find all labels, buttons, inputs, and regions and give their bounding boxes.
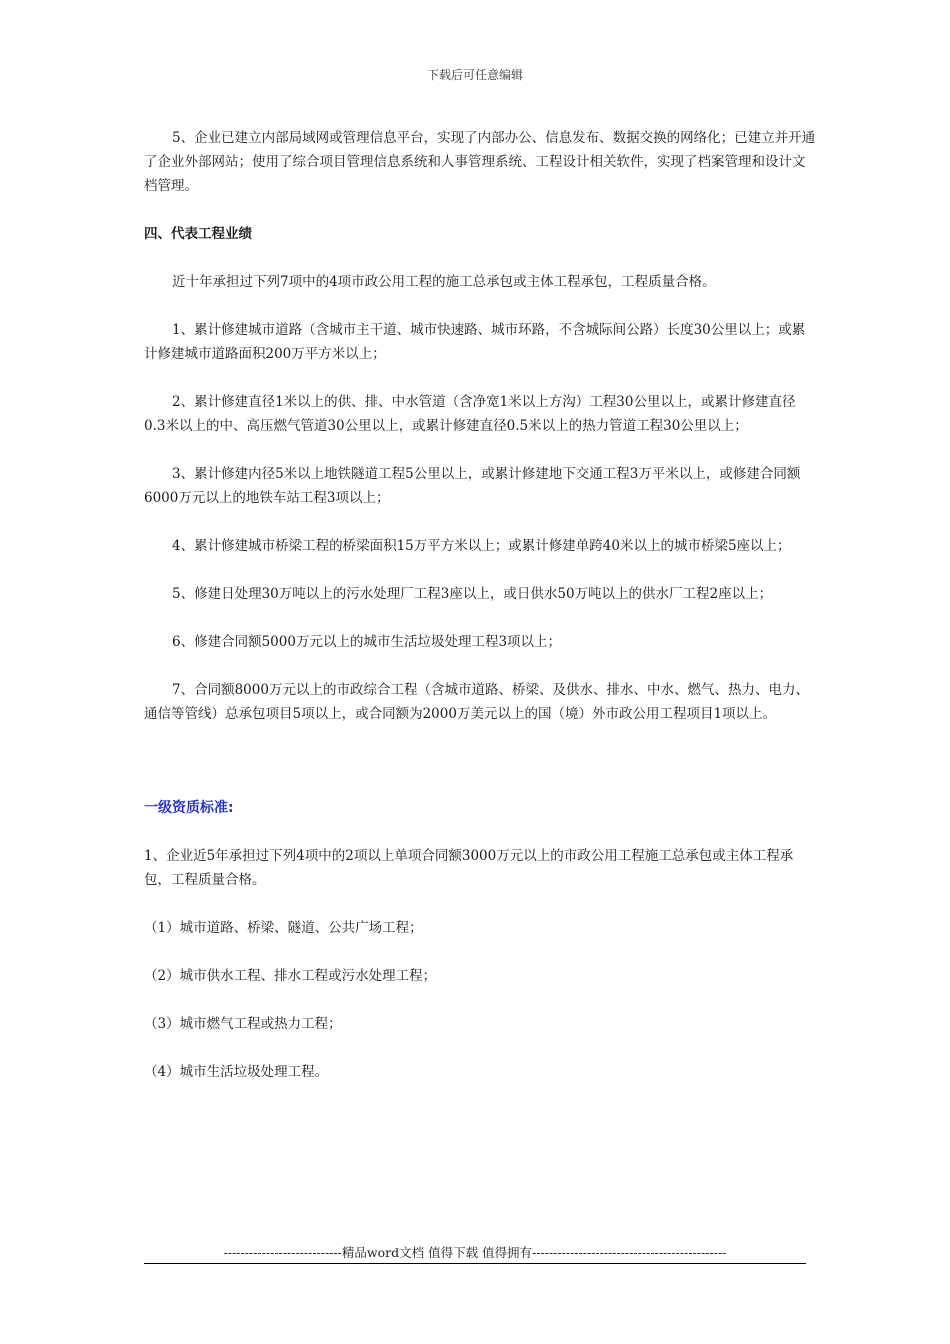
section4-item-5: 5、修建日处理30万吨以上的污水处理厂工程3座以上，或日供水50万吨以上的供水厂工程2座以上；	[172, 586, 773, 602]
section4-item-2: 2、累计修建直径1米以上的供、排、中水管道（含净宽1米以上方沟）工程30公里以上，或累计修建直径0.3米以上的中、高压燃气管道30公里以上，或累计修建直径0.5米以上的热力管道工程30公里以上；	[144, 394, 796, 434]
level1-item-4: （4）城市生活垃圾处理工程。	[144, 1064, 329, 1080]
level1-heading: 一级资质标准:	[144, 800, 234, 816]
page-header: 下载后可任意编辑	[426, 68, 523, 82]
section4-item-4: 4、累计修建城市桥梁工程的桥梁面积15万平方米以上；或累计修建单跨40米以上的城市桥梁5座以上；	[172, 538, 791, 554]
section4-item-7: 7、合同额8000万元以上的市政综合工程（含城市道路、桥梁、及供水、排水、中水、燃气、热力、电力、通信等管线）总承包项目5项以上，或合同额为2000万美元以上的国（境）外市政公用工程项目1项以上。	[144, 682, 809, 722]
intro-paragraph: 5、企业已建立内部局域网或管理信息平台，实现了内部办公、信息发布、数据交换的网络化；已建立并开通了企业外部网站；使用了综合项目管理信息系统和人事管理系统、工程设计相关软件，实现了档案管理和设计文档管理。	[144, 130, 816, 194]
section4-heading: 四、代表工程业绩	[144, 226, 252, 242]
section4-intro: 近十年承担过下列7项中的4项市政公用工程的施工总承包或主体工程承包，工程质量合格。	[172, 274, 716, 290]
section4-item-3: 3、累计修建内径5米以上地铁隧道工程5公里以上，或累计修建地下交通工程3万平米以上，或修建合同额6000万元以上的地铁车站工程3项以上；	[144, 466, 801, 506]
footer-text: ----------------------------精品word文档 值得下载 值得拥有----------------------------------------------	[223, 1245, 727, 1260]
level1-item-2: （2）城市供水工程、排水工程或污水处理工程；	[144, 968, 437, 984]
level1-item-1: （1）城市道路、桥梁、隧道、公共广场工程；	[144, 920, 423, 936]
level1-item-3: （3）城市燃气工程或热力工程；	[144, 1016, 342, 1032]
document-body	[144, 126, 816, 1084]
level1-intro: 1、企业近5年承担过下列4项中的2项以上单项合同额3000万元以上的市政公用工程施工总承包或主体工程承包，工程质量合格。	[144, 848, 794, 888]
section4-item-6: 6、修建合同额5000万元以上的城市生活垃圾处理工程3项以上；	[172, 634, 562, 650]
footer-rule	[144, 1263, 806, 1264]
section4-item-1: 1、累计修建城市道路（含城市主干道、城市快速路、城市环路，不含城际间公路）长度30公里以上；或累计修建城市道路面积200万平方米以上；	[144, 322, 806, 362]
